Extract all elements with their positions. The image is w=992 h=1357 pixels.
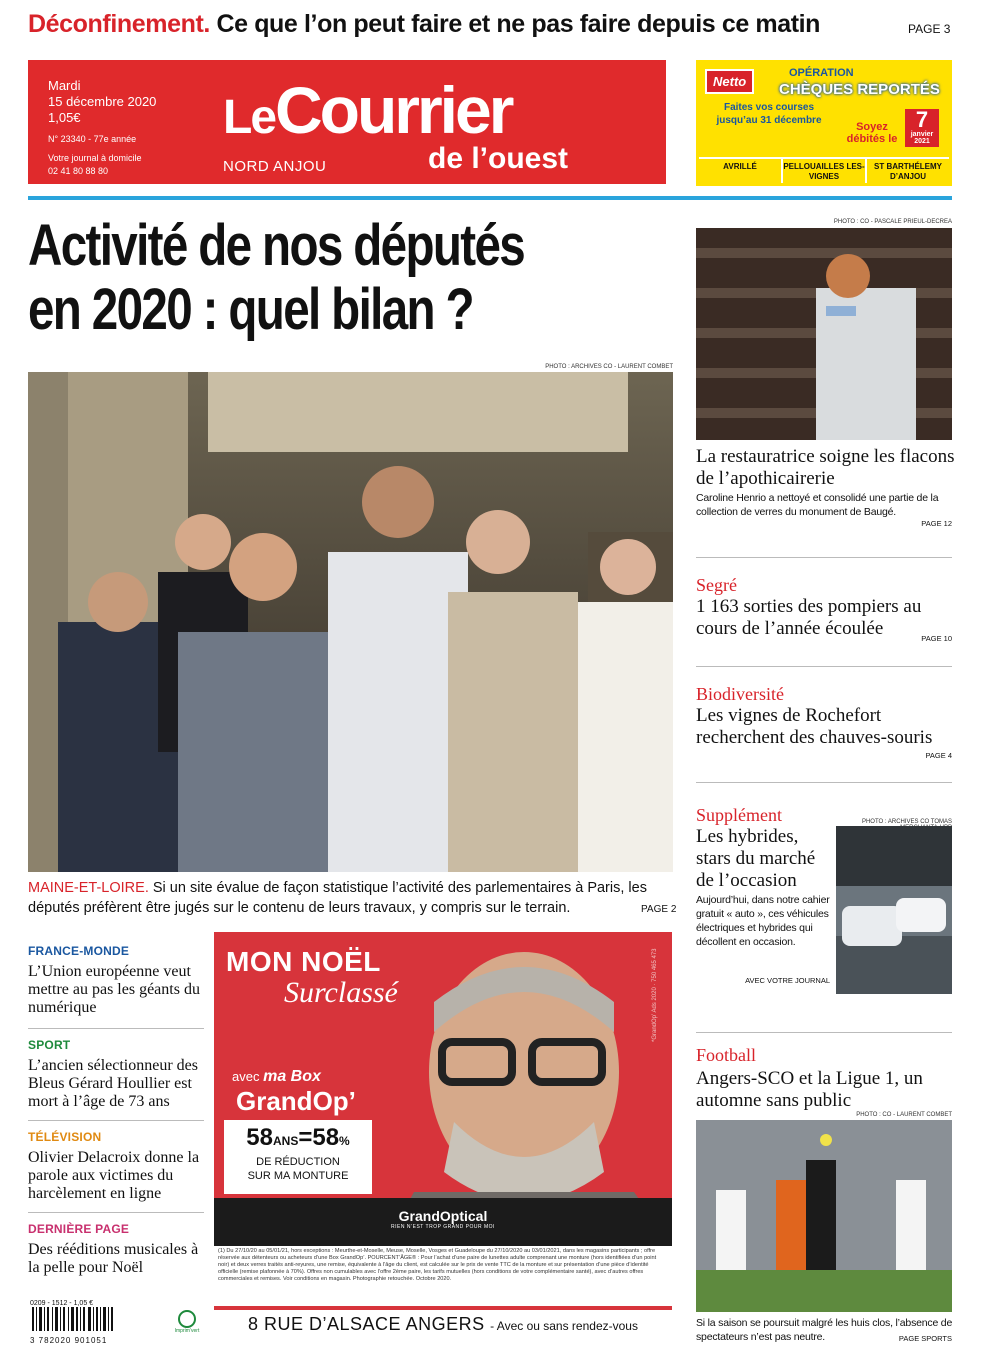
top-banner-text: Ce que l’on peut faire et ne pas faire depuis ce matin (216, 10, 821, 38)
netto-title: CHÈQUES REPORTÉS (779, 81, 940, 98)
story3-title[interactable]: Les vignes de Rochefort recherchent des chauves-souris (696, 705, 933, 748)
ad-store: GrandOptical (398, 1208, 488, 1224)
story4-photo-credit: PHOTO : ARCHIVES CO TOMAS (861, 819, 952, 825)
ad-title1: MON NOËL (226, 946, 381, 977)
netto-day: 7 (915, 107, 929, 132)
leaf-icon (178, 1310, 196, 1328)
apothecary-photo (696, 228, 952, 440)
imprimvert-logo (172, 1310, 202, 1334)
football-illustration (696, 1120, 952, 1312)
ad-offer-eq: = (298, 1124, 313, 1151)
cars-illustration (836, 826, 952, 994)
main-caption-page: PAGE 2 (641, 904, 677, 915)
brief-kicker: TÉLÉVISION (28, 1130, 102, 1144)
story1-page: PAGE 12 (921, 519, 952, 528)
netto-lines (709, 101, 829, 127)
brief-france-monde[interactable] (28, 944, 204, 1017)
divider (696, 666, 952, 667)
divider (28, 1120, 204, 1121)
ad-slogan: RIEN N’EST TROP GRAND POUR MOI (391, 1224, 495, 1230)
ad-offer-line2: SUR MA MONTURE (247, 1170, 349, 1182)
masthead-date-block (48, 78, 218, 126)
ad-address-sub: - Avec ou sans rendez-vous (490, 1319, 638, 1333)
barcode-code: 0209 - 1512 - 1,05 € (30, 1300, 94, 1307)
ad-box: ma Box (263, 1068, 321, 1085)
story1-text: Caroline Henrio a nettoyé et consolidé une partie de la collection de verres du monument de Baugé. (696, 492, 939, 518)
masthead-day: Mardi (48, 78, 81, 93)
divider (28, 1028, 204, 1029)
barcode (30, 1300, 150, 1345)
brief-title: Olivier Delacroix donne la parole aux victimes du harcèlement en ligne (28, 1149, 200, 1202)
ad-offer-pct-sign: % (339, 1134, 350, 1148)
edition-name: NORD ANJOU (223, 158, 327, 175)
story2-page: PAGE 10 (921, 634, 952, 643)
netto-store: PELLOUAILLES LES-VIGNES (783, 159, 867, 183)
story4-kicker: Supplément (696, 805, 782, 825)
main-caption-keyword: MAINE-ET-LOIRE. (28, 880, 149, 896)
story4-tag: AVEC VOTRE JOURNAL (745, 976, 830, 985)
main-caption[interactable] (28, 878, 678, 918)
brief-kicker: DERNIÈRE PAGE (28, 1222, 130, 1236)
masthead-price: 1,05€ (48, 110, 81, 125)
masthead-issue: N° 23340 - 77e année (48, 134, 137, 144)
story2-kicker: Segré (696, 575, 737, 595)
logo-main: Courrier (275, 73, 512, 147)
football-photo[interactable] (696, 1120, 952, 1312)
netto-year: 2021 (914, 138, 930, 145)
restoration-photo[interactable] (696, 228, 952, 440)
hybrid-cars-photo[interactable] (836, 826, 952, 994)
logo-sub: de l’ouest (428, 142, 569, 175)
story5-title[interactable]: Angers-SCO et la Ligue 1, un automne sans public (696, 1068, 923, 1111)
netto-debit2: débités le (846, 133, 898, 145)
ad-title2: Surclassé (284, 976, 398, 1009)
netto-line1: Faites vos courses (723, 102, 815, 113)
headline-line1: Activité de nos députés (28, 213, 525, 278)
story3-page: PAGE 4 (925, 751, 952, 760)
ad-with-word: avec (232, 1069, 260, 1084)
divider (696, 782, 952, 783)
divider (28, 1212, 204, 1213)
main-photo[interactable] (28, 372, 673, 872)
brief-title: L’Union européenne veut mettre au pas les géants du numérique (28, 963, 200, 1016)
story5-text: Si la saison se poursuit malgré les huis clos, l’absence de spectateurs n’est pas neutre. (696, 1317, 953, 1343)
netto-stores (699, 157, 949, 183)
brief-kicker: FRANCE-MONDE (28, 944, 130, 958)
netto-logo: Netto (705, 69, 754, 94)
brief-sport[interactable] (28, 1038, 204, 1111)
ad-fine-print: (1) Du 27/10/20 au 05/01/21, hors exceptions : Meurthe-et-Moselle, Meuse, Moselle, Vosges et Guadeloupe du 27/10/2020 au 03/01/2021, dans les magasins participants ; offre réservée aux détenteurs ou acheteurs d’une Box GrandOp’. POURCENT’ÂGE® : Pour l’achat d’une paire de lunettes adulte comprenant une monture (hors identifiées d’un point noir) et deux verres traités anti-reyures, une remise, équivalente à l’âge du client, est calculée sur le prix de vente TTC de la monture et sur présentation d’une pièce d’identité officielle (remise plafonnée à 70%). Offres non cumulables avec l’offre 2ème paire, les tarifs mutuelles (hors conditions de votre complémentaire santé), avec d’autres offres commerciales et remises. Voir conditions en magasin. Photographie retouchée. Octobre 2020. (214, 1246, 672, 1306)
ad-brand: GrandOp’ (236, 1086, 356, 1116)
brief-title: Des rééditions musicales à la pelle pour Noël (28, 1241, 199, 1276)
masthead-phone: 02 41 80 88 80 (48, 166, 109, 176)
ad-with (232, 1068, 321, 1086)
story2-title[interactable]: 1 163 sorties des pompiers au cours de l’année écoulée (696, 596, 922, 639)
ad-offer-age: 58 (246, 1124, 273, 1151)
main-caption-text: Si un site évalue de façon statistique l’activité des parlementaires à Paris, les députés préfèrent être jugés sur le contenu de leurs travaux, y compris sur le terrain. (28, 880, 647, 916)
netto-store: AVRILLÉ (699, 159, 783, 183)
brief-television[interactable] (28, 1130, 204, 1203)
netto-debit1: Soyez (856, 121, 888, 133)
imprimvert-text: Imprim’vert (174, 1328, 200, 1334)
ad-offer-ans: ANS (272, 1134, 299, 1148)
brief-title: L’ancien sélectionneur des Bleus Gérard Houllier est mort à l’âge de 73 ans (28, 1057, 199, 1110)
ad-address-main: 8 RUE D’ALSACE ANGERS (248, 1314, 485, 1334)
ad-offer-pct: 58 (312, 1124, 340, 1151)
netto-month: janvier (910, 131, 934, 138)
masthead (28, 60, 666, 184)
story5-page: PAGE SPORTS (898, 1334, 952, 1343)
divider (696, 1032, 952, 1033)
top-banner-keyword: Déconfinement. (28, 10, 210, 38)
barcode-digits: 3 782020 901051 (30, 1336, 108, 1345)
brief-kicker: SPORT (28, 1038, 71, 1052)
netto-operation: OPÉRATION (789, 67, 854, 79)
netto-ad[interactable] (696, 60, 952, 186)
ad-offer-box (224, 1120, 372, 1194)
netto-debit (844, 121, 900, 145)
netto-line2: jusqu’au 31 décembre (716, 115, 822, 126)
divider (28, 196, 952, 200)
masthead-home (48, 152, 142, 178)
masthead-home-label: Votre journal à domicile (48, 153, 142, 163)
netto-calendar-icon (905, 109, 939, 147)
headline-line2: en 2020 : quel bilan ? (28, 277, 473, 342)
story4-title[interactable]: Les hybrides, stars du marché de l’occasion (696, 826, 816, 891)
netto-store: ST BARTHÉLEMY D’ANJOU (874, 162, 942, 181)
story5-photo-credit: PHOTO : CO - LAURENT COMBET (856, 1112, 952, 1118)
logo-le: Le (223, 91, 276, 144)
netto-ad-body (699, 63, 949, 155)
story5-kicker: Football (696, 1045, 757, 1065)
masthead-date: 15 décembre 2020 (48, 94, 157, 109)
ad-address[interactable] (214, 1314, 672, 1342)
ad-store-band (214, 1198, 672, 1246)
story1-title[interactable]: La restauratrice soigne les flacons de l’apothicairerie (696, 446, 955, 489)
story3-kicker: Biodiversité (696, 684, 784, 704)
main-headline[interactable] (28, 214, 684, 342)
ad-side-ref: *GrandOp’ Ads 2020 · 750 465 473 (652, 948, 658, 1042)
ad-offer-line1: DE RÉDUCTION (256, 1156, 340, 1168)
photo1-credit: PHOTO : CO - PASCALE PRIEUL-DECREA (833, 219, 952, 225)
brief-derniere-page[interactable] (28, 1222, 204, 1277)
story4-text: Aujourd’hui, dans notre cahier gratuit « auto », ces véhicules électriques et hybrides qui décollent en occasion. (696, 894, 830, 948)
main-photo-credit: PHOTO : ARCHIVES CO - LAURENT COMBET (545, 364, 673, 370)
deputies-group-photo (28, 372, 673, 872)
ad-offer (224, 1124, 372, 1155)
divider (696, 557, 952, 558)
top-banner-page: PAGE 3 (908, 22, 951, 36)
barcode-icon (30, 1307, 150, 1331)
top-banner[interactable] (28, 10, 868, 44)
